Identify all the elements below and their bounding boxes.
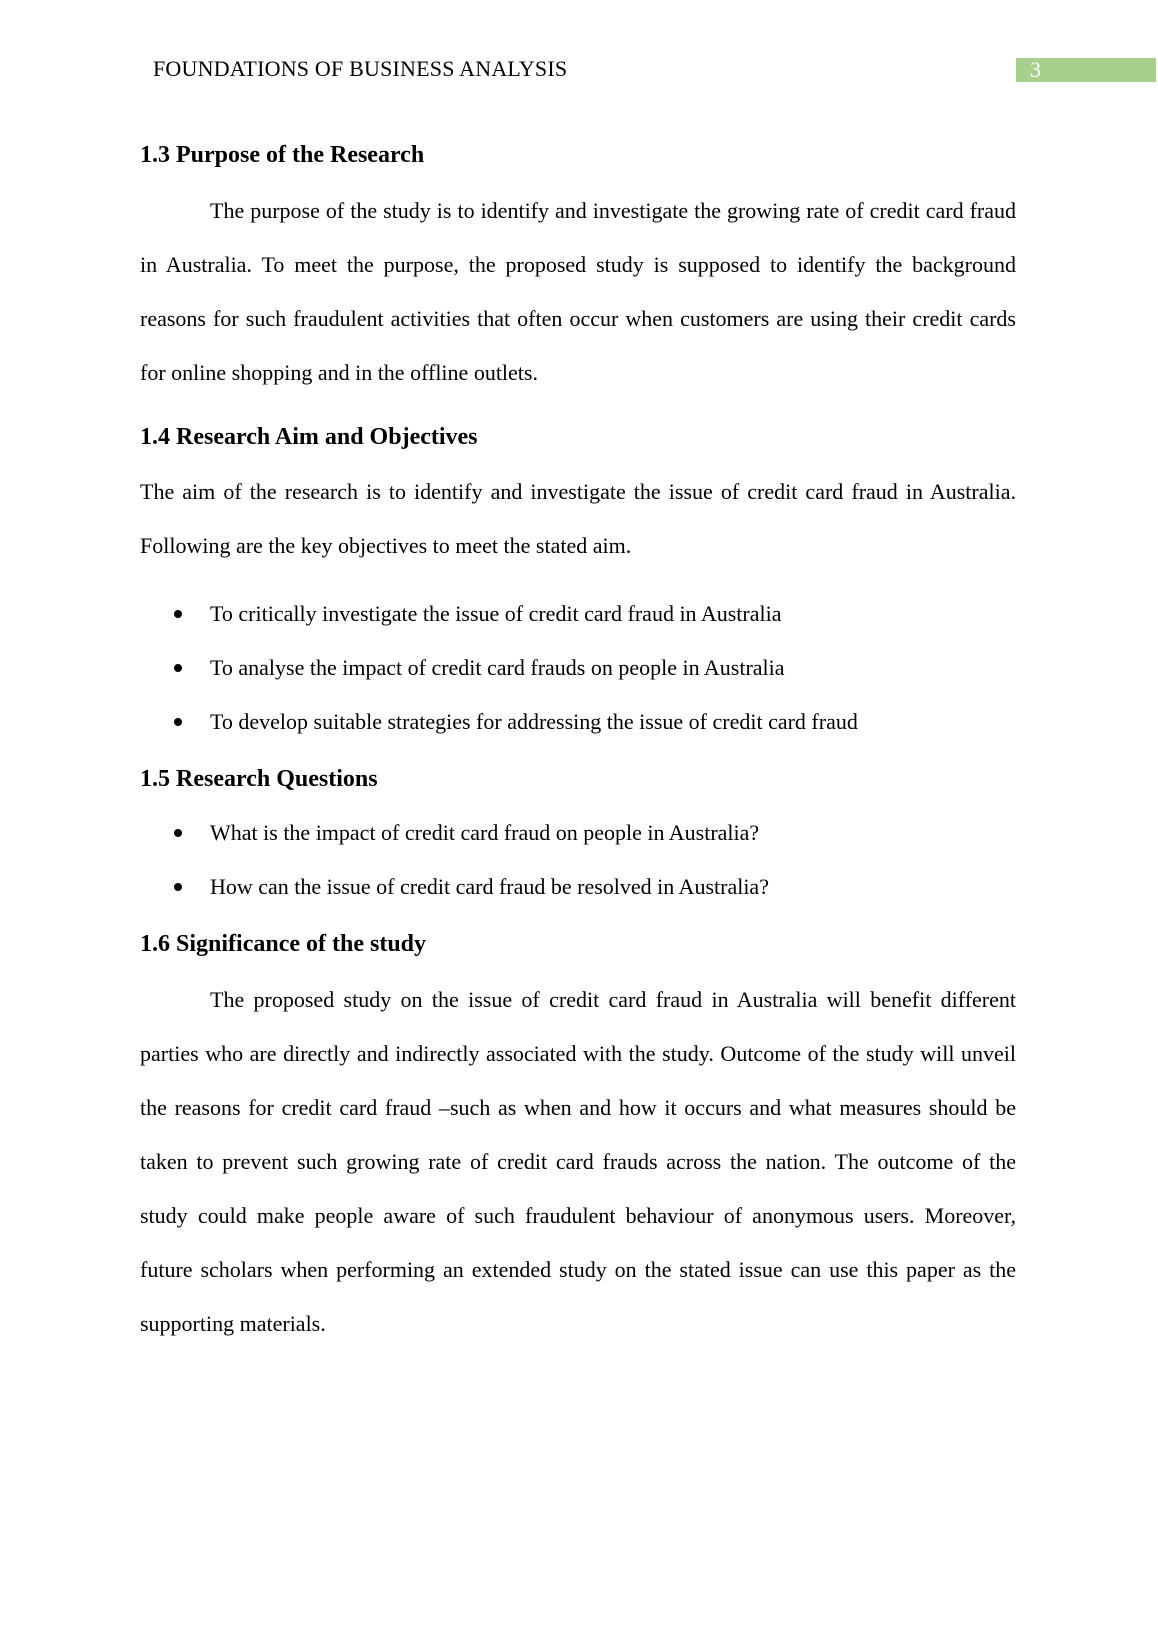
bullet-icon xyxy=(174,829,182,837)
paragraph-aim: The aim of the research is to identify and investigate the issue of credit card fraud in Australia. Following are the key objectives to meet the stated aim. xyxy=(140,479,1016,558)
bullet-icon xyxy=(174,718,182,726)
list-item xyxy=(140,641,1016,695)
bullet-icon xyxy=(174,883,182,891)
page-number-badge: 3 xyxy=(1016,58,1156,82)
list-item xyxy=(140,695,1016,749)
list-item xyxy=(140,806,1016,860)
list-item-text: To critically investigate the issue of credit card fraud in Australia xyxy=(210,601,782,626)
list-item-text: To analyse the impact of credit card frauds on people in Australia xyxy=(210,655,785,680)
section-heading-purpose: 1.3 Purpose of the Research xyxy=(140,142,425,168)
section-heading-significance: 1.6 Significance of the study xyxy=(140,931,427,957)
paragraph-significance: The proposed study on the issue of credit card fraud in Australia will benefit different parties who are directly and indirectly associated with the study. Outcome of the study will unveil the reasons for credit card fraud –such as when and how it occurs and what measures should be taken to prevent such growing rate of credit card frauds across the nation. The outcome of the study could make people aware of such fraudulent behaviour of anonymous users. Moreover, future scholars when performing an extended study on the stated issue can use this paper as the supporting materials. xyxy=(140,987,1016,1336)
list-item xyxy=(140,587,1016,641)
objectives-list xyxy=(140,587,1016,749)
paragraph-purpose: The purpose of the study is to identify and investigate the growing rate of credit card fraud in Australia. To meet the purpose, the proposed study is supposed to identify the background reasons for such fraudulent activities that often occur when customers are using their credit cards for online shopping and in the offline outlets. xyxy=(140,198,1016,385)
bullet-icon xyxy=(174,610,182,618)
list-item xyxy=(140,860,1016,914)
list-item-text: What is the impact of credit card fraud on people in Australia? xyxy=(210,820,760,845)
list-item-text: How can the issue of credit card fraud be resolved in Australia? xyxy=(210,874,769,899)
page-content xyxy=(140,138,1016,1351)
bullet-icon xyxy=(174,664,182,672)
section-heading-aim: 1.4 Research Aim and Objectives xyxy=(140,424,478,450)
section-heading-questions: 1.5 Research Questions xyxy=(140,766,378,792)
list-item-text: To develop suitable strategies for addressing the issue of credit card fraud xyxy=(210,709,858,734)
questions-list xyxy=(140,806,1016,914)
running-head: FOUNDATIONS OF BUSINESS ANALYSIS xyxy=(153,56,568,81)
